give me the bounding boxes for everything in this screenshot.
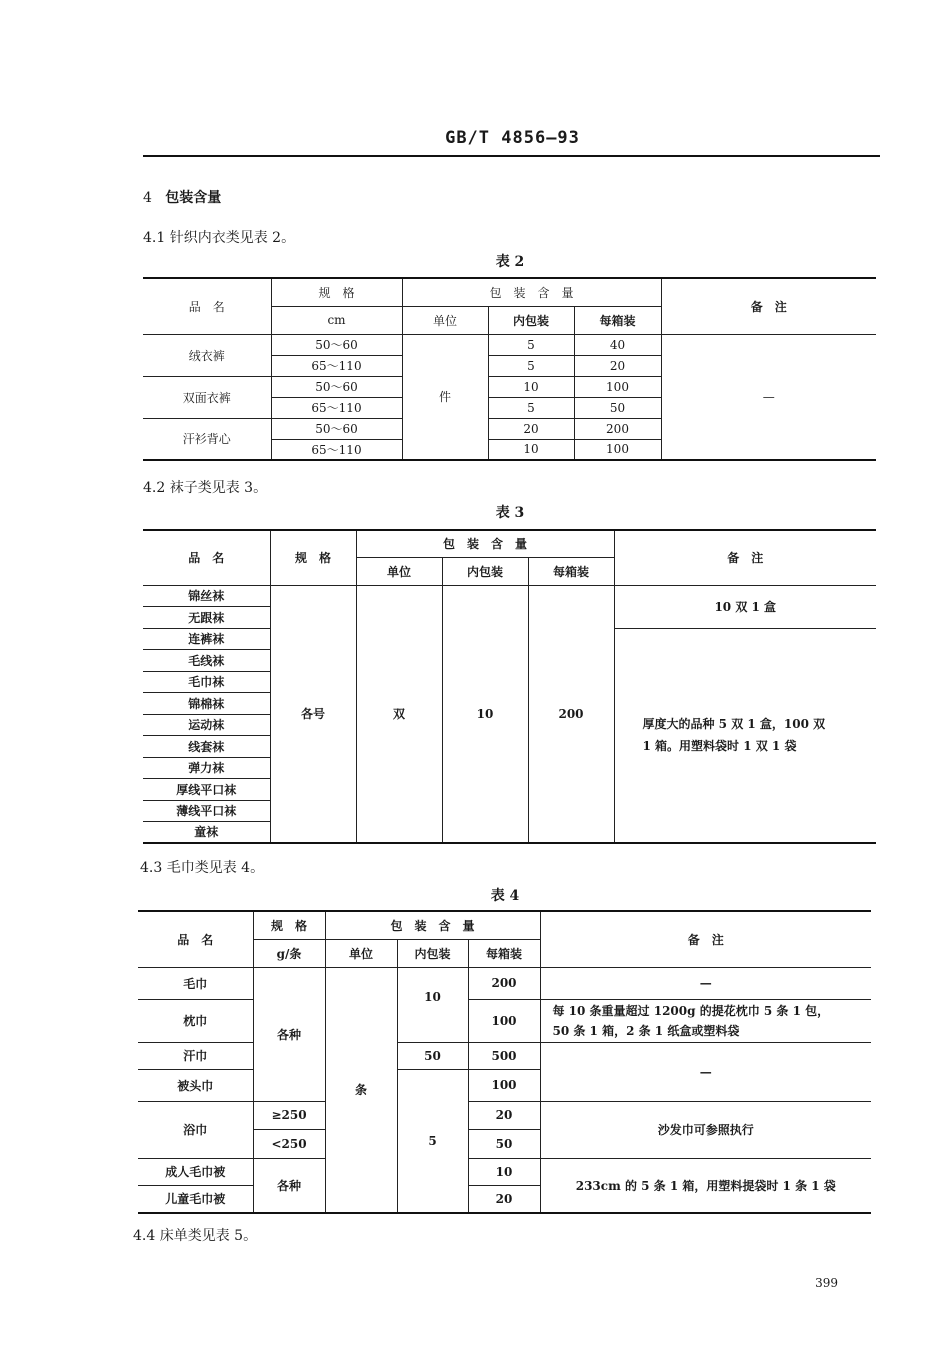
t3-header-pack: 包 装 含 量 <box>356 530 614 557</box>
subsection-4-2: 4.2 袜子类见表 3。 <box>143 480 268 496</box>
t3-name: 毛线袜 <box>143 649 270 671</box>
t2-inner: 20 <box>488 418 574 439</box>
header-rule <box>143 155 880 157</box>
t2-box: 50 <box>574 397 661 418</box>
table-row <box>138 1158 871 1185</box>
t4-note-dash: — <box>540 1042 871 1101</box>
table-row <box>138 967 871 999</box>
t3-name: 锦棉袜 <box>143 692 270 714</box>
t4-header-inner: 内包装 <box>397 939 468 967</box>
t3-name: 毛巾袜 <box>143 671 270 692</box>
t2-spec: 50～60 <box>271 418 402 439</box>
t4-spec: ≥250 <box>253 1101 325 1129</box>
t4-box: 500 <box>468 1042 540 1069</box>
t4-note-blanket: 233cm 的 5 条 1 箱，用塑料提袋时 1 条 1 袋 <box>540 1158 871 1213</box>
section-title: 包装含量 <box>165 190 222 206</box>
section-heading <box>143 187 221 207</box>
t2-name: 汗衫背心 <box>143 418 271 460</box>
t4-note-pillow <box>540 999 871 1042</box>
t4-header-box: 每箱装 <box>468 939 540 967</box>
t4-name: 成人毛巾被 <box>138 1158 253 1185</box>
t3-spec: 各号 <box>270 585 356 843</box>
t2-box: 100 <box>574 439 661 460</box>
table-row <box>143 585 876 606</box>
subsection-4-4: 4.4 床单类见表 5。 <box>133 1228 258 1244</box>
t3-name: 厚线平口袜 <box>143 778 270 800</box>
t2-inner: 5 <box>488 397 574 418</box>
table-3 <box>143 529 876 844</box>
t2-box: 40 <box>574 334 661 355</box>
table-2 <box>143 277 876 461</box>
t4-name: 被头巾 <box>138 1069 253 1101</box>
t2-header-unit: 单位 <box>402 306 488 334</box>
t4-header-note: 备 注 <box>540 911 871 967</box>
t2-header-inner: 内包装 <box>488 306 574 334</box>
standard-code: GB/T 4856—93 <box>445 128 580 148</box>
t4-spec-group2: 各种 <box>253 1158 325 1213</box>
t4-note-pillow-line1: 每 10 条重量超过 1200g 的提花枕巾 5 条 1 包， <box>552 1003 830 1018</box>
t3-name: 连裤袜 <box>143 628 270 649</box>
table-4 <box>138 910 871 1214</box>
section-number: 4 <box>143 190 152 206</box>
t2-spec: 65～110 <box>271 397 402 418</box>
t4-box: 100 <box>468 1069 540 1101</box>
t2-header-name: 品 名 <box>143 278 271 334</box>
table3-caption: 表 3 <box>495 505 525 521</box>
t3-header-box: 每箱装 <box>528 557 614 585</box>
t4-box: 10 <box>468 1158 540 1185</box>
subsection-4-3: 4.3 毛巾类见表 4。 <box>140 860 265 876</box>
t2-name: 双面衣裤 <box>143 376 271 418</box>
t3-header-inner: 内包装 <box>442 557 528 585</box>
t4-note-bath: 沙发巾可参照执行 <box>540 1101 871 1158</box>
t4-header-unit: 单位 <box>325 939 397 967</box>
table-row <box>143 334 876 355</box>
t4-header-pack: 包 装 含 量 <box>325 911 540 939</box>
t4-spec: <250 <box>253 1129 325 1158</box>
t2-header-spec: 规 格 <box>271 278 402 306</box>
t4-header-spec-unit: g/条 <box>253 939 325 967</box>
t4-note-pillow-line2: 50 条 1 箱，2 条 1 纸盒或塑料袋 <box>552 1023 740 1038</box>
t4-name: 毛巾 <box>138 967 253 999</box>
t2-inner: 5 <box>488 334 574 355</box>
t4-name: 儿童毛巾被 <box>138 1185 253 1213</box>
t4-box: 200 <box>468 967 540 999</box>
t2-inner: 10 <box>488 439 574 460</box>
t2-header-note: 备 注 <box>661 278 876 334</box>
t3-name: 童袜 <box>143 821 270 843</box>
t3-header-note: 备 注 <box>614 530 876 585</box>
t4-box: 20 <box>468 1101 540 1129</box>
t3-note-2 <box>614 628 876 843</box>
table2-caption: 表 2 <box>495 254 525 270</box>
table-row <box>138 1101 871 1129</box>
t3-inner: 10 <box>442 585 528 843</box>
t4-spec-group1: 各种 <box>253 967 325 1101</box>
subsection-4-1: 4.1 针织内衣类见表 2。 <box>143 230 296 246</box>
t3-name: 运动袜 <box>143 714 270 735</box>
t3-box: 200 <box>528 585 614 843</box>
t2-name: 绒衣裤 <box>143 334 271 376</box>
t4-header-name: 品 名 <box>138 911 253 967</box>
t4-box: 20 <box>468 1185 540 1213</box>
t3-name: 弹力袜 <box>143 757 270 778</box>
t2-box: 200 <box>574 418 661 439</box>
t4-name: 枕巾 <box>138 999 253 1042</box>
table-row <box>138 1042 871 1069</box>
page-number: 399 <box>815 1276 838 1290</box>
t4-inner-group2: 5 <box>397 1069 468 1213</box>
t2-inner: 10 <box>488 376 574 397</box>
t4-name: 浴巾 <box>138 1101 253 1158</box>
t2-unit: 件 <box>402 334 488 460</box>
t2-spec: 50～60 <box>271 334 402 355</box>
t3-header-unit: 单位 <box>356 557 442 585</box>
t3-name: 锦丝袜 <box>143 585 270 606</box>
t4-inner-group1: 10 <box>397 967 468 1042</box>
table4-caption: 表 4 <box>490 888 520 904</box>
t3-header-spec: 规 格 <box>270 530 356 585</box>
t2-inner: 5 <box>488 355 574 376</box>
table-row <box>138 999 871 1042</box>
t2-header-box: 每箱装 <box>574 306 661 334</box>
t2-header-pack: 包 装 含 量 <box>402 278 661 306</box>
t4-name: 汗巾 <box>138 1042 253 1069</box>
t2-header-spec-unit: cm <box>271 306 402 334</box>
t2-spec: 50～60 <box>271 376 402 397</box>
t4-box: 100 <box>468 999 540 1042</box>
t3-unit: 双 <box>356 585 442 843</box>
t3-header-name: 品 名 <box>143 530 270 585</box>
t4-header-spec: 规 格 <box>253 911 325 939</box>
t2-box: 20 <box>574 355 661 376</box>
t3-note-2-line1: 厚度大的品种 5 双 1 盒，100 双 <box>642 717 826 732</box>
t4-inner: 50 <box>397 1042 468 1069</box>
t2-spec: 65～110 <box>271 355 402 376</box>
t3-name: 薄线平口袜 <box>143 800 270 821</box>
t3-note-2-line2: 1 箱。用塑料袋时 1 双 1 袋 <box>642 739 797 754</box>
t3-note-1: 10 双 1 盒 <box>614 585 876 628</box>
t2-spec: 65～110 <box>271 439 402 460</box>
t3-name: 线套袜 <box>143 735 270 757</box>
t4-unit: 条 <box>325 967 397 1213</box>
t4-note: — <box>540 967 871 999</box>
t3-name: 无跟袜 <box>143 606 270 628</box>
t2-box: 100 <box>574 376 661 397</box>
t2-note: — <box>661 334 876 460</box>
t4-box: 50 <box>468 1129 540 1158</box>
